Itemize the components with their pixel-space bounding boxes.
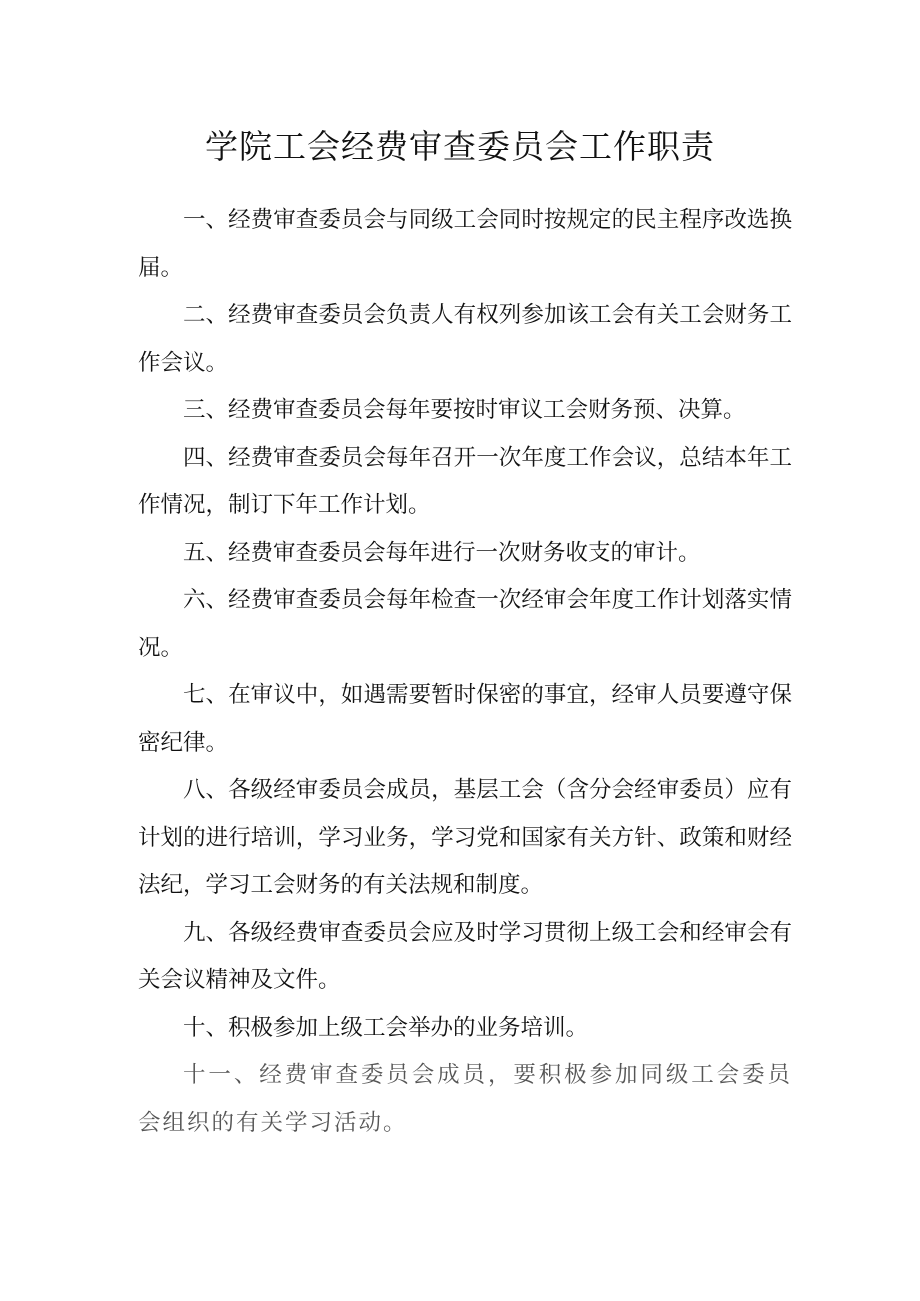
document-title: 学院工会经费审查委员会工作职责 — [205, 127, 715, 166]
paragraph-5: 五、经费审查委员会每年进行一次财务收支的审计。 — [183, 539, 701, 566]
paragraph-4: 四、经费审查委员会每年召开一次年度工作会议，总结本年工作情况，制订下年工作计划。 — [138, 444, 792, 518]
paragraph-1: 一、经费审查委员会与同级工会同时按规定的民主程序改选换届。 — [138, 207, 792, 281]
paragraph-10: 十、积极参加上级工会举办的业务培训。 — [183, 1014, 589, 1041]
paragraph-2: 二、经费审查委员会负责人有权列参加该工会有关工会财务工作会议。 — [138, 302, 792, 376]
paragraph-6: 六、经费审查委员会每年检查一次经审会年度工作计划落实情况。 — [138, 587, 792, 661]
paragraph-7: 七、在审议中，如遇需要暂时保密的事宜，经审人员要遵守保密纪律。 — [138, 682, 792, 756]
paragraph-11: 十一、经费审查委员会成员，要积极参加同级工会委员会组织的有关学习活动。 — [138, 1062, 792, 1136]
paragraph-9: 九、各级经费审查委员会应及时学习贯彻上级工会和经审会有关会议精神及文件。 — [138, 919, 792, 993]
paragraph-3: 三、经费审查委员会每年要按时审议工会财务预、决算。 — [183, 397, 746, 423]
document-body — [138, 197, 792, 1147]
paragraph-8: 八、各级经审委员会成员，基层工会（含分会经审委员）应有计划的进行培训，学习业务，学习党和国家有关方针、政策和财经法纪，学习工会财务的有关法规和制度。 — [138, 777, 792, 898]
